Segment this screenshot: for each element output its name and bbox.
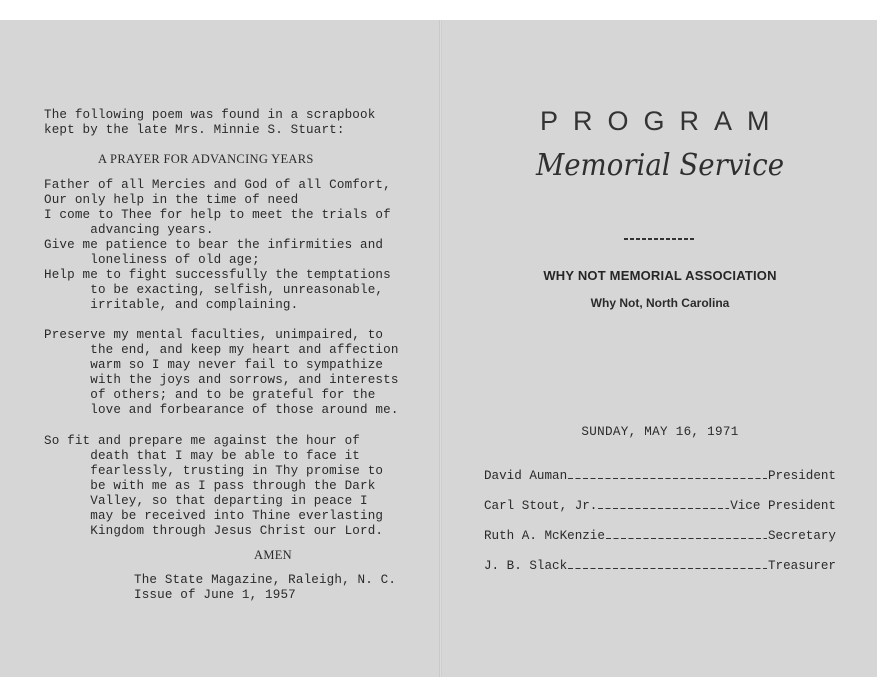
officer-row: [484, 559, 836, 574]
poem-line: Give me patience to bear the infirmities and: [44, 238, 384, 252]
officer-name: David Auman: [484, 469, 568, 483]
poem-line: to be exacting, selfish, unreasonable,: [44, 283, 384, 297]
poem-line: irritable, and complaining.: [44, 298, 299, 312]
leader-dashes: [598, 508, 729, 509]
officer-row: [484, 469, 836, 484]
poem-line: with the joys and sorrows, and interests: [44, 373, 399, 387]
poem-line: Help me to fight successfully the temptations: [44, 268, 391, 282]
leader-dashes: [568, 478, 767, 479]
officer-row: [484, 499, 836, 514]
intro-line: The following poem was found in a scrapbook: [44, 108, 376, 122]
poem-line: be with me as I pass through the Dark: [44, 479, 376, 493]
divider-rule: [624, 238, 696, 240]
poem-title: A PRAYER FOR ADVANCING YEARS: [98, 152, 314, 166]
officer-name: J. B. Slack: [484, 559, 568, 573]
service-date: SUNDAY, MAY 16, 1971: [581, 425, 739, 439]
poem-line: Our only help in the time of need: [44, 193, 299, 207]
source-line: Issue of June 1, 1957: [134, 588, 296, 602]
leader-dashes: [606, 538, 767, 539]
officer-role: Secretary: [767, 529, 836, 543]
poem-line: Father of all Mercies and God of all Comfort,: [44, 178, 391, 192]
officer-role: Treasurer: [767, 559, 836, 573]
program-title: PROGRAM: [540, 106, 785, 136]
poem-line: the end, and keep my heart and affection: [44, 343, 399, 357]
intro-line: kept by the late Mrs. Minnie S. Stuart:: [44, 123, 345, 137]
poem-line: Preserve my mental faculties, unimpaired, to: [44, 328, 384, 342]
officer-role: President: [767, 469, 836, 483]
source-line: The State Magazine, Raleigh, N. C.: [134, 573, 397, 587]
center-fold: [439, 20, 442, 677]
poem-line: death that I may be able to face it: [44, 449, 361, 463]
poem-line: advancing years.: [44, 223, 214, 237]
officer-role: Vice President: [730, 499, 836, 513]
association-location: Why Not, North Carolina: [590, 296, 730, 310]
association-name: WHY NOT MEMORIAL ASSOCIATION: [543, 268, 777, 283]
poem-line: fearlessly, trusting in Thy promise to: [44, 464, 384, 478]
leader-dashes: [568, 568, 767, 569]
poem-line: loneliness of old age;: [44, 253, 260, 267]
poem-line: of others; and to be grateful for the: [44, 388, 376, 402]
poem-line: Kingdom through Jesus Christ our Lord.: [44, 524, 384, 538]
poem-line: warm so I may never fail to sympathize: [44, 358, 384, 372]
poem-line: Valley, so that departing in peace I: [44, 494, 368, 508]
officer-row: [484, 529, 836, 544]
poem-line: may be received into Thine everlasting: [44, 509, 384, 523]
poem-line: love and forbearance of those around me.: [44, 403, 399, 417]
officer-name: Ruth A. McKenzie: [484, 529, 605, 543]
amen: AMEN: [254, 548, 293, 562]
poem-line: So fit and prepare me against the hour of: [44, 434, 361, 448]
memorial-service-heading: Memorial Service: [535, 148, 785, 183]
officer-name: Carl Stout, Jr.: [484, 499, 598, 513]
poem-line: I come to Thee for help to meet the trials of: [44, 208, 391, 222]
